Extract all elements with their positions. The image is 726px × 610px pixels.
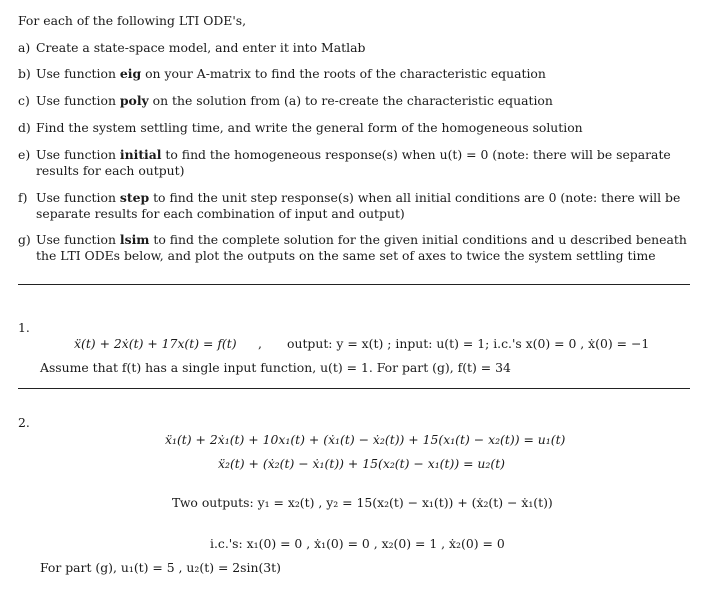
task-label: a): [18, 40, 31, 55]
intro-text: For each of the following LTI ODE's,: [18, 13, 247, 28]
keyword-eig: eig: [119, 66, 142, 81]
keyword-poly: poly: [119, 93, 149, 108]
problem-2-initial-conditions: i.c.'s: x₁(0) = 0 , ẋ₁(0) = 0 , x₂(0) = 1 , ẋ₂(0) = 0: [210, 536, 505, 551]
problem-2-outputs: Two outputs: y₁ = x₂(t) , y₂ = 15(x₂(t) − x₁(t)) + (ẋ₂(t) − ẋ₁(t)): [172, 495, 553, 510]
task-b: [18, 66, 694, 82]
task-text: Find the system settling time, and write the general form of the homogeneous solution: [36, 120, 583, 135]
keyword-step: step: [119, 190, 150, 205]
task-text: Use function initial to find the homogeneous response(s) when u(t) = 0 (note: there will be separate results for each output): [36, 147, 671, 178]
problem-2-part-g: For part (g), u₁(t) = 5 , u₂(t) = 2sin(3t): [40, 560, 281, 575]
task-label: d): [18, 120, 31, 135]
task-text: Use function poly on the solution from (a) to re-create the characteristic equation: [36, 93, 553, 108]
keyword-initial: initial: [119, 147, 162, 162]
problem-1-separator: ,: [258, 336, 262, 351]
divider: [18, 284, 690, 285]
task-a: [18, 40, 694, 56]
problem-1-number: 1.: [18, 320, 30, 335]
task-g: [18, 232, 694, 264]
problem-1-output-spec: output: y = x(t) ; input: u(t) = 1; i.c.'s x(0) = 0 , ẋ(0) = −1: [287, 336, 650, 351]
problem-2-equation-1: ẍ₁(t) + 2ẋ₁(t) + 10x₁(t) + (ẋ₁(t) − ẋ₂(t)) + 15(x₁(t) − x₂(t)) = u₁(t): [165, 432, 566, 447]
task-text: Use function step to find the unit step response(s) when all initial conditions are 0 (note: there will be separate results for each combination of input and output): [36, 190, 681, 221]
task-f: [18, 190, 694, 222]
task-text: Use function lsim to find the complete solution for the given initial conditions and u described beneath the LTI ODEs below, and plot the outputs on the same set of axes to twice the system settling time: [36, 232, 687, 263]
divider: [18, 388, 690, 389]
task-c: [18, 93, 694, 109]
problem-2-number: 2.: [18, 415, 30, 430]
task-label: g): [18, 232, 31, 247]
task-label: c): [18, 93, 30, 108]
problem-1-assumption: Assume that f(t) has a single input function, u(t) = 1. For part (g), f(t) = 34: [40, 360, 511, 375]
task-e: [18, 147, 694, 179]
task-label: b): [18, 66, 31, 81]
task-text: Create a state-space model, and enter it into Matlab: [36, 40, 366, 55]
problem-1-equation: ẍ(t) + 2ẋ(t) + 17x(t) = f(t): [74, 336, 237, 351]
task-text: Use function eig on your A-matrix to find the roots of the characteristic equation: [36, 66, 546, 81]
task-label: f): [18, 190, 28, 205]
problem-2-equation-2: ẍ₂(t) + (ẋ₂(t) − ẋ₁(t)) + 15(x₂(t) − x₁(t)) = u₂(t): [218, 456, 506, 471]
task-label: e): [18, 147, 31, 162]
keyword-lsim: lsim: [119, 232, 150, 247]
task-d: [18, 120, 694, 136]
